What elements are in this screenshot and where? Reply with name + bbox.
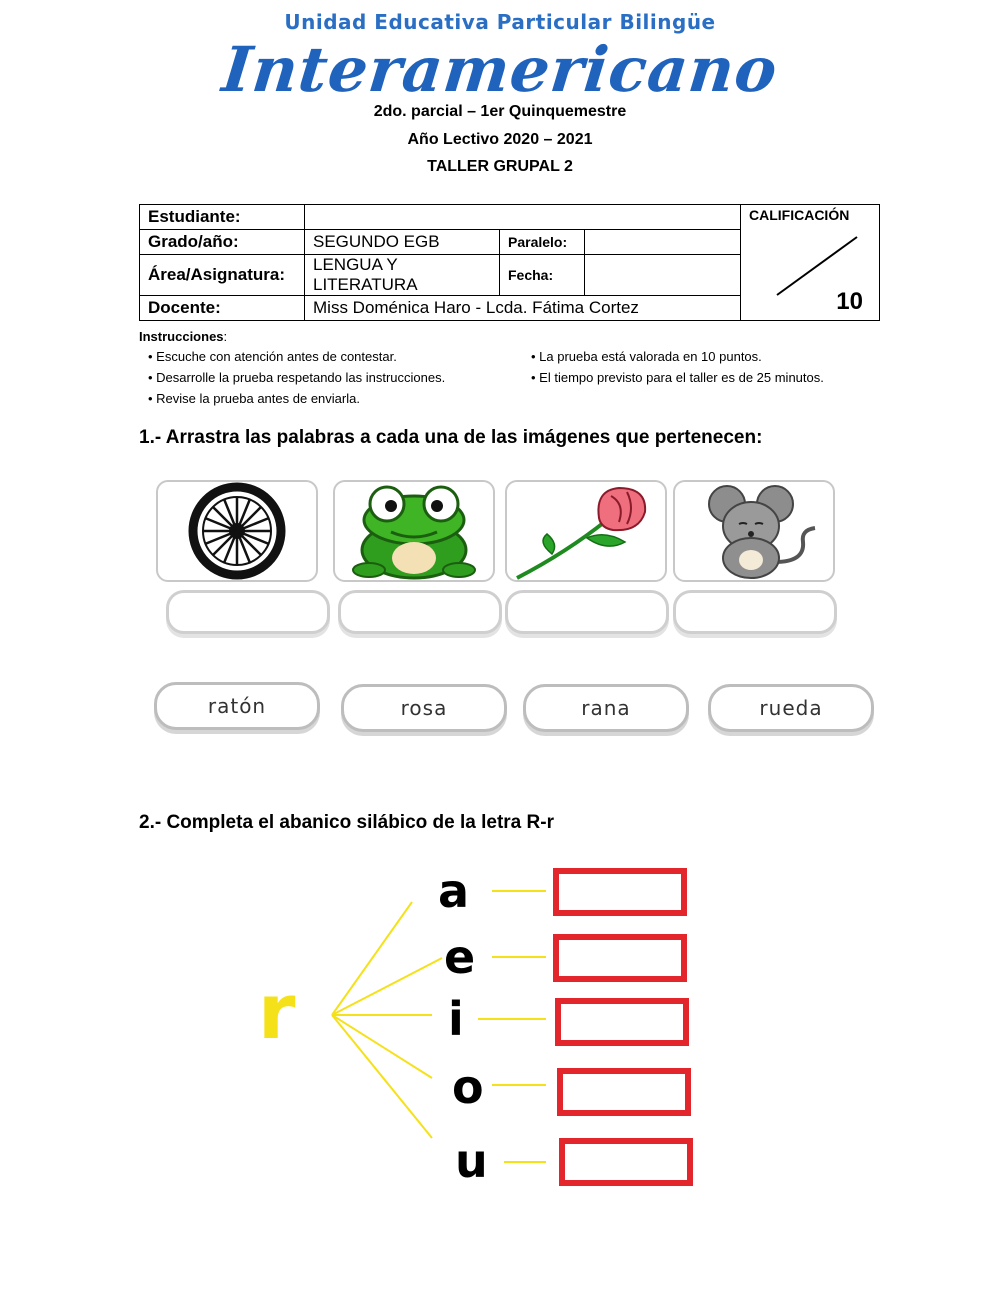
grade-value: SEGUNDO EGB — [305, 230, 500, 255]
instructions-title: Instrucciones: — [139, 329, 228, 344]
vowel-e: e — [444, 930, 476, 984]
school-logo-name: Interamericano — [218, 33, 782, 106]
word-chip-raton[interactable]: ratón — [154, 682, 320, 730]
vowel-a: a — [438, 864, 470, 918]
syllable-answer-box[interactable] — [553, 934, 687, 982]
picture-card — [673, 480, 835, 582]
word-drop-zone[interactable] — [338, 590, 502, 634]
syllable-answer-box[interactable] — [555, 998, 689, 1046]
student-info-table — [139, 204, 880, 321]
grade-cell — [741, 205, 880, 321]
syllable-answer-box[interactable] — [559, 1138, 693, 1186]
teacher-label: Docente: — [140, 296, 305, 321]
school-subtitle: Unidad Educativa Particular Bilingüe — [284, 10, 716, 34]
word-chip-rueda[interactable]: rueda — [708, 684, 874, 732]
period-line: 2do. parcial – 1er Quinquemestre — [373, 103, 627, 120]
vowel-i: i — [448, 992, 464, 1046]
parallel-label: Paralelo: — [500, 230, 585, 255]
teacher-value: Miss Doménica Haro - Lcda. Fátima Cortez — [305, 296, 741, 321]
score-max: 10 — [836, 288, 863, 315]
area-value: LENGUA Y LITERATURA — [305, 255, 500, 296]
instruction-item: • La prueba está valorada en 10 puntos. — [531, 349, 762, 364]
mouse-icon — [675, 482, 833, 580]
student-field[interactable] — [305, 205, 741, 230]
syllable-answer-box[interactable] — [553, 868, 687, 916]
syllable-fan-lines — [320, 880, 560, 1190]
word-chip-rosa[interactable]: rosa — [341, 684, 507, 732]
consonant-letter: r — [258, 967, 296, 1056]
vowel-o: o — [452, 1060, 484, 1114]
school-year-line: Año Lectivo 2020 – 2021 — [407, 131, 593, 148]
instruction-item: • Desarrolle la prueba respetando las instrucciones. — [148, 370, 446, 385]
instruction-item: • Escuche con atención antes de contestar. — [148, 349, 397, 364]
frog-icon — [335, 482, 493, 580]
wheel-icon — [158, 482, 316, 580]
word-drop-zone[interactable] — [505, 590, 669, 634]
instruction-item: • El tiempo previsto para el taller es de 25 minutos. — [531, 370, 824, 385]
parallel-field[interactable] — [585, 230, 741, 255]
word-drop-zone[interactable] — [673, 590, 837, 634]
grade-label: Grado/año: — [140, 230, 305, 255]
student-label: Estudiante: — [140, 205, 305, 230]
question-2-title: 2.- Completa el abanico silábico de la letra R-r — [139, 812, 554, 833]
word-chip-rana[interactable]: rana — [523, 684, 689, 732]
score-label: CALIFICACIÓN — [749, 207, 850, 223]
question-1-title: 1.- Arrastra las palabras a cada una de las imágenes que pertenecen: — [139, 427, 763, 448]
date-field[interactable] — [585, 255, 741, 296]
picture-card — [156, 480, 318, 582]
area-label: Área/Asignatura: — [140, 255, 305, 296]
syllable-answer-box[interactable] — [557, 1068, 691, 1116]
instruction-item: • Revise la prueba antes de enviarla. — [148, 391, 360, 406]
date-label: Fecha: — [500, 255, 585, 296]
word-drop-zone[interactable] — [166, 590, 330, 634]
workshop-title: TALLER GRUPAL 2 — [427, 158, 573, 175]
rose-icon — [507, 482, 665, 580]
picture-card — [333, 480, 495, 582]
vowel-u: u — [455, 1134, 488, 1188]
picture-card — [505, 480, 667, 582]
